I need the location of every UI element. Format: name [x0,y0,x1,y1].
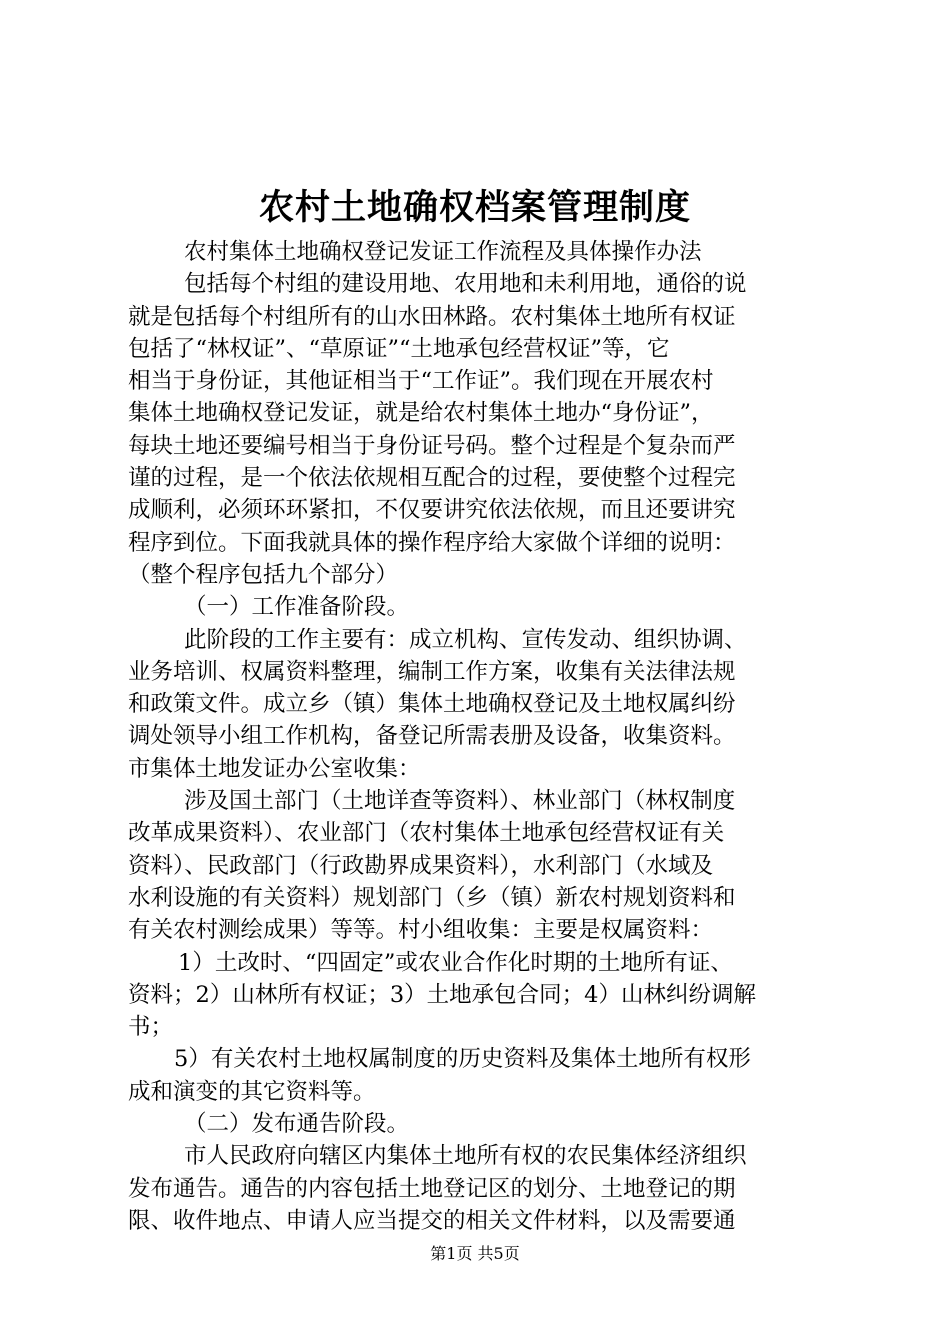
text-line: 资料）、民政部门（行政勘界成果资料），水利部门（水域及 [128,852,714,879]
text-line: 相当于身份证，其他证相当于“工作证”。我们现在开展农村 [128,368,714,395]
text-line: 调处领导小组工作机构，备登记所需表册及设备，收集资料。 [128,723,736,750]
document-body [128,236,828,1237]
text-line: 市人民政府向辖区内集体土地所有权的农民集体经济组织 [184,1143,747,1170]
text-line: 发布通告。通告的内容包括土地登记区的划分、土地登记的期 [128,1175,736,1202]
text-line: 成顺利，必须环环紧扣，不仅要讲究依法依规，而且还要讲究 [128,497,736,524]
page-footer: 第1页 共5页 [430,1244,520,1263]
text-line: 此阶段的工作主要有：成立机构、宣传发动、组织协调、 [184,626,747,653]
text-line: 市集体土地发证办公室收集： [128,755,421,782]
text-line: 涉及国土部门（土地详查等资料）、林业部门（林权制度 [184,788,736,815]
text-line: 就是包括每个村组所有的山水田林路。农村集体土地所有权证 [128,303,736,330]
text-line: 成和演变的其它资料等。 [128,1078,376,1105]
text-line: 改革成果资料）、农业部门（农村集体土地承包经营权证有关 [128,820,725,847]
text-line: 农村集体土地确权登记发证工作流程及具体操作办法 [184,239,702,265]
text-line: 资料；2）山林所有权证；3）土地承包合同；4）山林纠纷调解 [128,981,756,1008]
text-line: 集体土地确权登记发证，就是给农村集体土地办“身份证”， [128,400,714,427]
text-line: 5）有关农村土地权属制度的历史资料及集体土地所有权形 [174,1046,751,1073]
text-line: 包括了“林权证”、“草原证”“土地承包经营权证”等，它 [128,335,670,362]
text-line: 有关农村测绘成果）等等。村小组收集：主要是权属资料： [128,917,714,944]
document-title: 农村土地确权档案管理制度 [258,187,691,228]
text-line: （二）发布通告阶段。 [184,1111,410,1138]
text-line: 限、收件地点、申请人应当提交的相关文件材料，以及需要通 [128,1207,736,1234]
text-line: 每块土地还要编号相当于身份证号码。整个过程是个复杂而严 [128,432,736,459]
text-line: 水利设施的有关资料）规划部门（乡（镇）新农村规划资料和 [128,884,736,911]
text-line: 1）土改时、“四固定”或农业合作化时期的土地所有证、 [178,949,733,976]
text-line: （整个程序包括九个部分） [128,561,399,588]
text-line: 谨的过程，是一个依法依规相互配合的过程，要使整个过程完 [128,465,736,492]
text-line: （一）工作准备阶段。 [184,594,410,621]
text-line: 和政策文件。成立乡（镇）集体土地确权登记及土地权属纠纷 [128,691,736,718]
text-line: 包括每个村组的建设用地、农用地和未利用地，通俗的说 [184,271,747,298]
text-line: 业务培训、权属资料整理，编制工作方案，收集有关法律法规 [128,658,736,685]
text-line: 程序到位。下面我就具体的操作程序给大家做个详细的说明： [128,529,736,556]
text-line: 书； [128,1014,174,1041]
